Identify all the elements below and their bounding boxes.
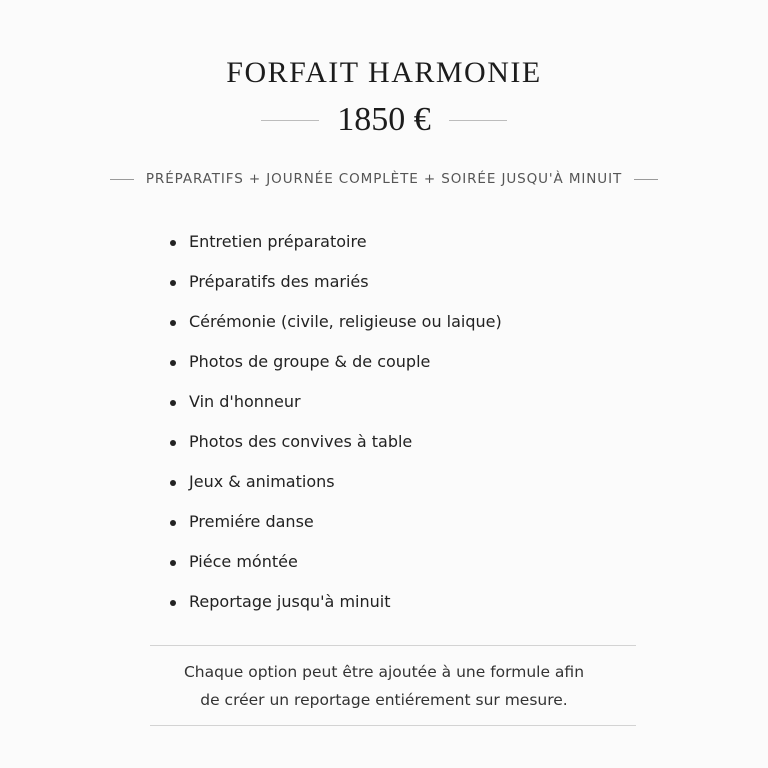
feature-label: Préparatifs des mariés [189, 272, 369, 291]
feature-list [170, 232, 502, 632]
footer-line-1: Chaque option peut être ajoutée à une formule afin [183, 663, 585, 681]
feature-item [170, 512, 502, 552]
subtitle-left-rule [110, 179, 134, 180]
feature-label: Entretien préparatoire [189, 232, 367, 251]
price-row [0, 98, 768, 142]
feature-label: Photos de groupe & de couple [189, 352, 431, 371]
bullet-icon [170, 240, 176, 246]
footer-top-divider [150, 645, 636, 646]
feature-label: Vin d'honneur [189, 392, 301, 411]
footer-bottom-divider [150, 725, 636, 726]
feature-label: Photos des convives à table [189, 432, 413, 451]
feature-item [170, 352, 502, 392]
price-left-rule [261, 120, 319, 121]
footer-line-2: de créer un reportage entiérement sur mesure. [200, 691, 568, 709]
bullet-icon [170, 560, 176, 566]
footer-note [0, 658, 768, 714]
bullet-icon [170, 320, 176, 326]
bullet-icon [170, 480, 176, 486]
price-right-rule [449, 120, 507, 121]
feature-item [170, 592, 502, 632]
package-subtitle: PRÉPARATIFS + JOURNÉE COMPLÈTE + SOIRÉE JUSQU'À MINUIT [145, 171, 623, 187]
feature-item [170, 392, 502, 432]
feature-label: Jeux & animations [189, 472, 335, 491]
feature-item [170, 312, 502, 352]
bullet-icon [170, 280, 176, 286]
feature-item [170, 232, 502, 272]
feature-item [170, 272, 502, 312]
feature-item [170, 552, 502, 592]
feature-item [170, 472, 502, 512]
feature-item [170, 432, 502, 472]
feature-label: Premiére danse [189, 512, 314, 531]
package-title: FORFAIT HARMONIE [226, 56, 542, 89]
feature-label: Piéce móntée [189, 552, 298, 571]
subtitle-row [0, 168, 768, 190]
bullet-icon [170, 440, 176, 446]
feature-label: Cérémonie (civile, religieuse ou laique) [189, 312, 502, 331]
bullet-icon [170, 360, 176, 366]
feature-label: Reportage jusqu'à minuit [189, 592, 391, 611]
bullet-icon [170, 600, 176, 606]
bullet-icon [170, 400, 176, 406]
package-price: 1850 € [337, 101, 431, 138]
subtitle-right-rule [634, 179, 658, 180]
bullet-icon [170, 520, 176, 526]
